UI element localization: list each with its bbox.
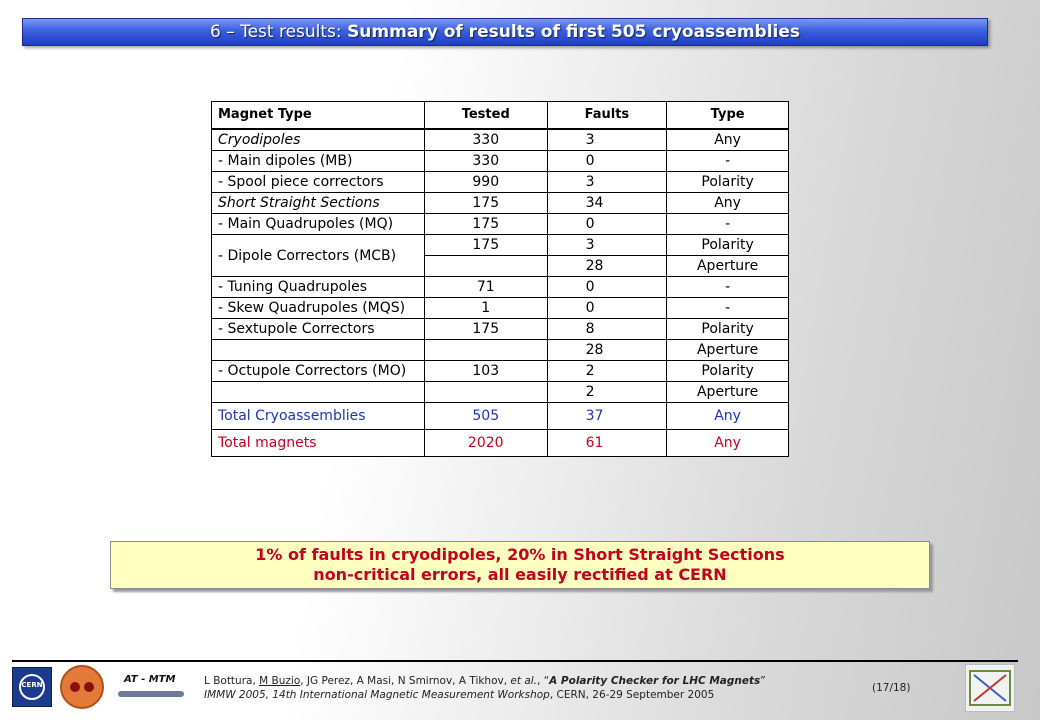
row-tested: 175 xyxy=(424,235,547,256)
row-type: Polarity xyxy=(667,172,789,193)
row-name: - Main Quadrupoles (MQ) xyxy=(212,214,425,235)
row-name: - Main dipoles (MB) xyxy=(212,151,425,172)
table-row xyxy=(212,277,789,298)
row-type: Any xyxy=(667,129,789,151)
row-name: - Octupole Correctors (MO) xyxy=(212,361,425,382)
header-magnet-type: Magnet Type xyxy=(212,102,425,130)
table-row xyxy=(212,172,789,193)
row-name: - Tuning Quadrupoles xyxy=(212,277,425,298)
table-header xyxy=(212,102,789,130)
header-type: Type xyxy=(667,102,789,130)
row-tested: 175 xyxy=(424,214,547,235)
row-faults: 0 xyxy=(547,151,667,172)
row-name: - Skew Quadrupoles (MQS) xyxy=(212,298,425,319)
row-type: Aperture xyxy=(667,382,789,403)
row-tested: 175 xyxy=(424,319,547,340)
row-type: Aperture xyxy=(667,256,789,277)
table-row xyxy=(212,193,789,214)
row-type: Polarity xyxy=(667,235,789,256)
row-tested: 505 xyxy=(424,403,547,430)
row-tested xyxy=(424,382,547,403)
row-type: Polarity xyxy=(667,361,789,382)
table-row xyxy=(212,319,789,340)
row-faults: 61 xyxy=(547,430,667,457)
row-faults: 0 xyxy=(547,298,667,319)
row-type: Any xyxy=(667,430,789,457)
summary-note xyxy=(110,541,930,589)
table-row xyxy=(212,382,789,403)
citation-line-1: L Bottura, M Buzio, JG Perez, A Masi, N Smirnov, A Tikhov, et al., “A Polarity Checker for LHC Magnets” xyxy=(204,675,766,687)
row-type: - xyxy=(667,298,789,319)
summary-line-2: non-critical errors, all easily rectified at CERN xyxy=(313,565,727,584)
row-type: - xyxy=(667,277,789,298)
table-row xyxy=(212,214,789,235)
row-faults: 28 xyxy=(547,256,667,277)
footer-citation xyxy=(204,674,766,702)
citation-line-2: IMMW 2005, 14th International Magnetic Measurement Workshop, CERN, 26-29 September 2005 xyxy=(204,689,715,701)
table-row xyxy=(212,129,789,151)
row-tested: 330 xyxy=(424,129,547,151)
table-row xyxy=(212,361,789,382)
row-faults: 3 xyxy=(547,129,667,151)
row-type: Polarity xyxy=(667,319,789,340)
table-row xyxy=(212,298,789,319)
table-row xyxy=(212,151,789,172)
summary-line-1: 1% of faults in cryodipoles, 20% in Short Straight Sections xyxy=(255,545,785,564)
row-faults: 28 xyxy=(547,340,667,361)
header-faults: Faults xyxy=(547,102,667,130)
row-faults: 37 xyxy=(547,403,667,430)
results-table xyxy=(211,101,789,457)
row-name: Cryodipoles xyxy=(212,129,425,151)
page-number: (17/18) xyxy=(872,682,911,694)
row-faults: 34 xyxy=(547,193,667,214)
row-faults: 2 xyxy=(547,382,667,403)
row-faults: 8 xyxy=(547,319,667,340)
row-name xyxy=(212,382,425,403)
table-row xyxy=(212,235,789,256)
row-tested: 71 xyxy=(424,277,547,298)
row-name: Total Cryoassemblies xyxy=(212,403,425,430)
row-faults: 2 xyxy=(547,361,667,382)
row-faults: 0 xyxy=(547,214,667,235)
row-type: Any xyxy=(667,403,789,430)
row-tested: 175 xyxy=(424,193,547,214)
row-tested: 990 xyxy=(424,172,547,193)
table-row-total-cryoassemblies xyxy=(212,403,789,430)
slide-title xyxy=(22,18,988,46)
row-tested: 2020 xyxy=(424,430,547,457)
row-name: - Spool piece correctors xyxy=(212,172,425,193)
table-row-total-magnets xyxy=(212,430,789,457)
row-tested: 1 xyxy=(424,298,547,319)
footer-divider xyxy=(12,660,1018,662)
row-faults: 0 xyxy=(547,277,667,298)
row-type: - xyxy=(667,214,789,235)
row-type: Aperture xyxy=(667,340,789,361)
group-logo xyxy=(60,665,104,709)
row-tested: 103 xyxy=(424,361,547,382)
row-faults: 3 xyxy=(547,235,667,256)
title-main: Summary of results of first 505 cryoassemblies xyxy=(347,22,801,42)
row-tested xyxy=(424,340,547,361)
at-mtm-logo: AT - MTM xyxy=(110,670,190,706)
cern-logo: CERN xyxy=(12,667,52,707)
imeko-logo xyxy=(965,664,1015,712)
row-name: - Dipole Correctors (MCB) xyxy=(212,235,425,277)
row-type: - xyxy=(667,151,789,172)
title-prefix: 6 – Test results: xyxy=(209,22,342,42)
row-name: Short Straight Sections xyxy=(212,193,425,214)
header-tested: Tested xyxy=(424,102,547,130)
row-name xyxy=(212,340,425,361)
row-tested: 330 xyxy=(424,151,547,172)
imeko-emblem-icon xyxy=(966,665,1014,711)
row-name: Total magnets xyxy=(212,430,425,457)
table-row xyxy=(212,340,789,361)
row-name: - Sextupole Correctors xyxy=(212,319,425,340)
row-type: Any xyxy=(667,193,789,214)
row-tested xyxy=(424,256,547,277)
row-faults: 3 xyxy=(547,172,667,193)
